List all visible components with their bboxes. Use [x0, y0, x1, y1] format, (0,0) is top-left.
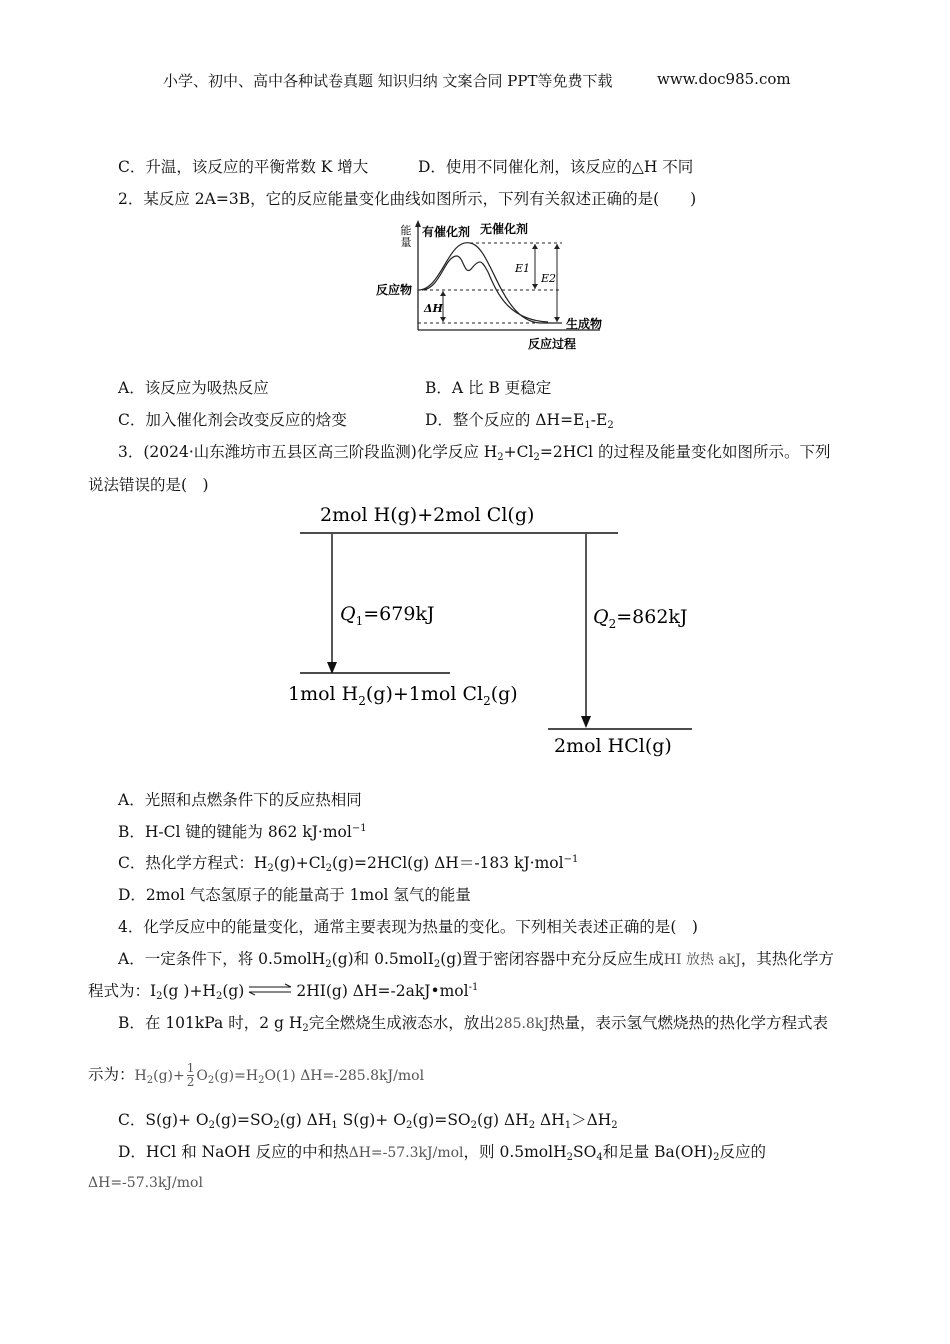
q4-option-c: C．$S(g)+ O_2(g)=SO_2(g)$ $\Delta H_1$ $S(g)+ O_2(g)=SO_2(g)$ $\Delta H_2$ $\Delta H_1>\Delta H_2$: [118, 1111, 618, 1131]
q4-option-a-line1: A．一定条件下，将 0.5molH$_2$(g)和 0.5molI$_2$(g)置于密闭容器中充分反应生成HI 放热 akJ，其热化学方: [118, 950, 834, 970]
q2-stem: 2．某反应 2A=3B，它的反应能量变化曲线如图所示，下列有关叙述正确的是( ): [118, 190, 697, 208]
q1-option-c: C．升温，该反应的平衡常数 K 增大: [118, 158, 369, 176]
q3-option-d: D．2mol 气态氢原子的能量高于 1mol 氢气的能量: [118, 886, 471, 904]
q3-option-a: A．光照和点燃条件下的反应热相同: [118, 791, 362, 809]
q2-with-catalyst-label: 有催化剂: [422, 225, 471, 239]
q2-dh-label: ΔH: [424, 302, 443, 315]
q4-option-b-line2: 示为：$H_2(g)+$ $\frac{1}{2}$ $O_2(g)=H_2O(1)$ ΔH=-285.8kJ/mol: [88, 1061, 425, 1089]
q2-e2-label: E2: [541, 272, 557, 285]
q2-energy-diagram: [370, 216, 620, 354]
q2-product-label: 生成物: [566, 317, 603, 331]
q3-energy-diagram: [280, 498, 700, 763]
q3-top-level-label: 2mol H(g)+2mol Cl(g): [320, 504, 535, 526]
q3-option-c: C．热化学方程式：$H_2(g)+Cl_2(g)=2HCl(g)$ ΔH＝-183 kJ·mol$^{-1}$: [118, 854, 579, 874]
q2-without-catalyst-label: 无催化剂: [480, 222, 529, 236]
header-site-url[interactable]: www.doc985.com: [657, 70, 791, 88]
q4-stem: 4．化学反应中的能量变化，通常主要表现为热量的变化。下列相关表述正确的是( ): [118, 918, 698, 936]
q4-option-d-line2: ΔH=-57.3kJ/mol: [88, 1175, 203, 1191]
q3-q2-label: $Q_2=862kJ$: [593, 606, 688, 631]
q1-option-d: D．使用不同催化剂，该反应的△H 不同: [418, 158, 694, 176]
q2-e1-label: E1: [515, 262, 531, 275]
q2-option-d: D．整个反应的 $\Delta H=E_1-E_2$: [425, 411, 614, 431]
q4-option-b-line1: B．在 101kPa 时，2 g $H_2$完全燃烧生成液态水，放出285.8kJ热量，表示氢气燃烧热的热化学方程式表: [118, 1014, 828, 1034]
q3-q1-label: $Q_1=679kJ$: [340, 603, 435, 628]
q4-option-a-line2: 程式为：$I_2(g$ )$+H_2(g)$ 2HI(g) ΔH=-2akJ•mol$^{-1}$: [88, 982, 479, 1002]
q2-y-label-2: 量: [400, 236, 412, 249]
q2-x-label: 反应过程: [528, 337, 577, 351]
q2-option-b: B．A 比 B 更稳定: [425, 379, 552, 397]
q3-stem-line1: 3．(2024·山东潍坊市五县区高三阶段监测)化学反应 $H_2+Cl_2=2HCl$ 的过程及能量变化如图所示。下列: [118, 443, 831, 463]
q2-reactant-label: 反应物: [376, 283, 413, 297]
q2-option-a: A．该反应为吸热反应: [118, 379, 269, 397]
equilibrium-arrow-icon: [247, 983, 293, 997]
q3-option-b: B．H-Cl 键的键能为 862 kJ·mol$^{-1}$: [118, 823, 367, 841]
q2-option-c: C．加入催化剂会改变反应的焓变: [118, 411, 347, 429]
q3-mid-level-label: 1mol $H_2(g)+1mol$ $Cl_2(g)$: [288, 683, 518, 708]
q3-stem-line2: 说法错误的是( ): [88, 476, 209, 494]
q3-bottom-level-label: 2mol HCl(g): [554, 735, 672, 757]
header-site-text: 小学、初中、高中各种试卷真题 知识归纳 文案合同 PPT等免费下载: [163, 72, 613, 90]
q4-option-b-equation: $H_2(g)+$ $\frac{1}{2}$ $O_2(g)=H_2O(1)$ ΔH=-285.8kJ/mol: [134, 1061, 425, 1089]
q2-y-axis-arrow: [415, 220, 421, 227]
q4-option-d-line1: D．HCl 和 NaOH 反应的中和热ΔH=-57.3kJ/mol，则 $0.5molH_2SO_4$和足量 $Ba(OH)_2$反应的: [118, 1143, 766, 1163]
q2-y-label-1: 能: [400, 224, 412, 237]
